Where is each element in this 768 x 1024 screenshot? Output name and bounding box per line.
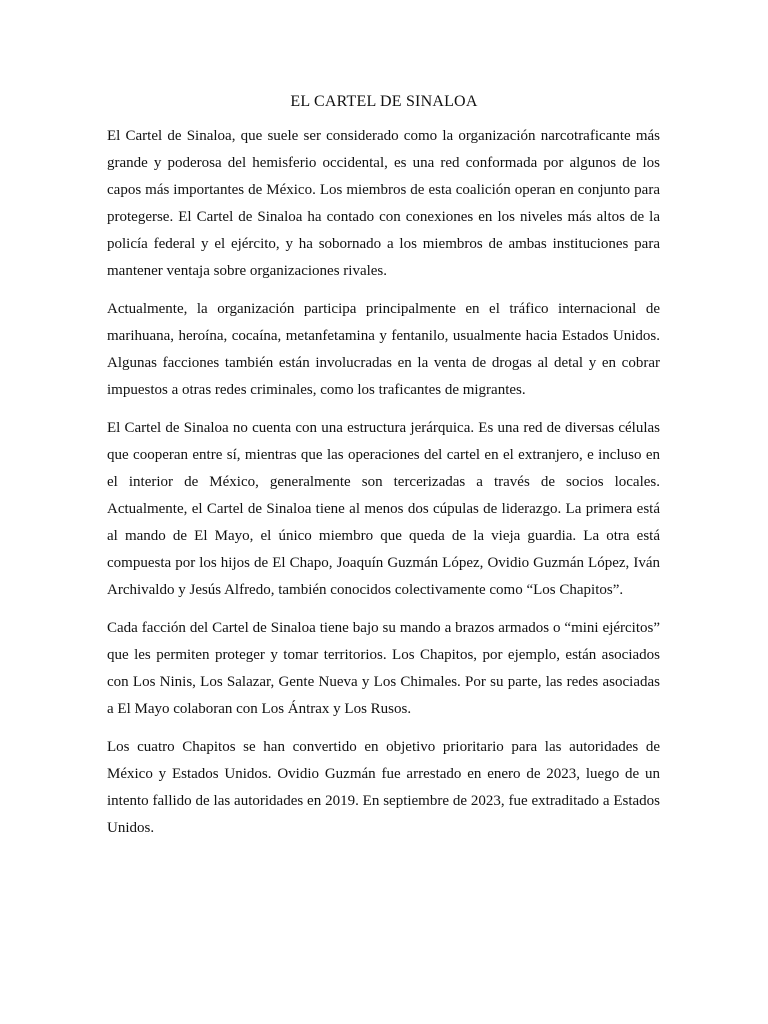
paragraph-3: El Cartel de Sinaloa no cuenta con una estructura jerárquica. Es una red de diversas células que cooperan entre sí, mientras que las operaciones del cartel en el extranjero, e incluso en el interior de México, generalmente son tercerizadas a través de socios locales. Actualmente, el Cartel de Sinaloa tiene al menos dos cúpulas de liderazgo. La primera está al mando de El Mayo, el único miembro que queda de la vieja guardia. La otra está compuesta por los hijos de El Chapo, Joaquín Guzmán López, Ovidio Guzmán López, Iván Archivaldo y Jesús Alfredo, también conocidos colectivamente como “Los Chapitos”. bbox=[107, 420, 660, 598]
paragraph-5: Los cuatro Chapitos se han convertido en objetivo prioritario para las autoridades de México y Estados Unidos. Ovidio Guzmán fue arrestado en enero de 2023, luego de un intento fallido de las autoridades en 2019. En septiembre de 2023, fue extraditado a Estados Unidos. bbox=[107, 739, 660, 836]
document-body bbox=[107, 123, 660, 853]
paragraph-4: Cada facción del Cartel de Sinaloa tiene bajo su mando a brazos armados o “mini ejércitos” que les permiten proteger y tomar territorios. Los Chapitos, por ejemplo, están asociados con Los Ninis, Los Salazar, Gente Nueva y Los Chimales. Por su parte, las redes asociadas a El Mayo colaboran con Los Ántrax y Los Rusos. bbox=[107, 620, 660, 717]
paragraph-2: Actualmente, la organización participa principalmente en el tráfico internacional de marihuana, heroína, cocaína, metanfetamina y fentanilo, usualmente hacia Estados Unidos. Algunas facciones también están involucradas en la venta de drogas al detal y en cobrar impuestos a otras redes criminales, como los traficantes de migrantes. bbox=[107, 301, 660, 398]
document-title: EL CARTEL DE SINALOA bbox=[290, 93, 478, 110]
paragraph-1: El Cartel de Sinaloa, que suele ser considerado como la organización narcotraficante más grande y poderosa del hemisferio occidental, es una red conformada por algunos de los capos más importantes de México. Los miembros de esta coalición operan en conjunto para protegerse. El Cartel de Sinaloa ha contado con conexiones en los niveles más altos de la policía federal y el ejército, y ha sobornado a los miembros de ambas instituciones para mantener ventaja sobre organizaciones rivales. bbox=[107, 128, 660, 279]
